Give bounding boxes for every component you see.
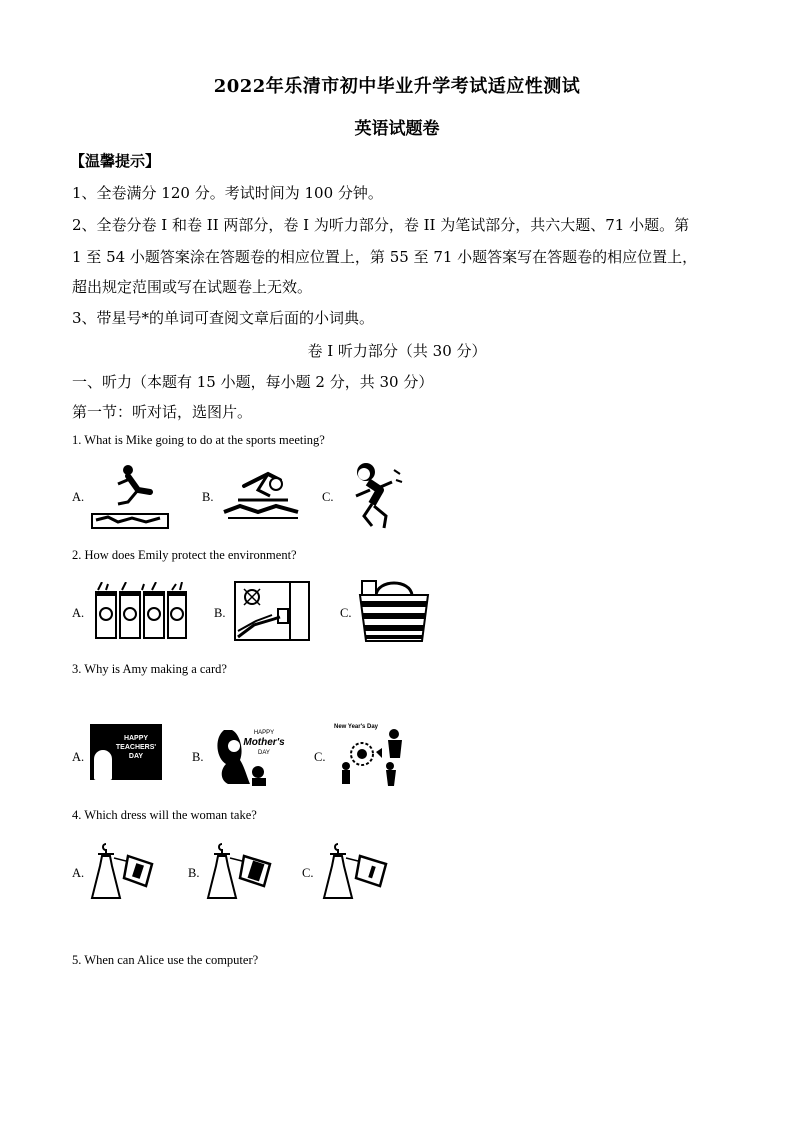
q1-option-b-label[interactable]: B. <box>202 490 214 504</box>
page-subtitle: 英语试题卷 <box>354 119 440 139</box>
q4-option-a-label[interactable]: A. <box>72 866 85 880</box>
question-2: 2. How does Emily protect the environment? <box>72 548 297 562</box>
notice-line-3: 3、带星号*的单词可查阅文章后面的小词典。 <box>72 309 375 327</box>
notice-heading: 【温馨提示】 <box>70 152 161 170</box>
notice-line-2a: 2、全卷分卷 I 和卷 II 两部分，卷 I 为听力部分，卷 II 为笔试部分，共六大题、71 小题。第 <box>72 216 690 234</box>
dress-price-tag-icon <box>204 842 276 902</box>
card-b-line-1: HAPPY <box>253 730 275 736</box>
question-5: 5. When can Alice use the computer? <box>72 953 259 967</box>
q2-option-a-label[interactable]: A. <box>72 606 85 620</box>
notice-line-1: 1、全卷满分 120 分。考试时间为 100 分钟。 <box>72 184 383 202</box>
q3-option-a-label[interactable]: A. <box>72 750 85 764</box>
notice-line-2c: 超出规定范围或写在试题卷上无效。 <box>72 278 313 296</box>
hurdle-jump-icon <box>218 466 308 526</box>
q2-option-c-label[interactable]: C. <box>340 606 352 620</box>
q2-option-b-label[interactable]: B. <box>214 606 226 620</box>
light-switch-icon <box>234 581 312 643</box>
card-b-line-3: DAY <box>258 750 270 756</box>
mothers-day-card-icon <box>210 724 288 786</box>
q4-option-b-label[interactable]: B. <box>188 866 200 880</box>
card-c-text: New Year's Day <box>334 724 379 730</box>
q4-option-c-label[interactable]: C. <box>302 866 314 880</box>
question-3: 3. Why is Amy making a card? <box>72 662 227 676</box>
teachers-day-card-icon <box>90 724 162 786</box>
page-title: 2022年乐清市初中毕业升学考试适应性测试 <box>213 76 581 97</box>
notice-line-2b: 1 至 54 小题答案涂在答题卷的相应位置上，第 55 至 71 小题答案写在答题卷的相应位置上， <box>72 248 698 266</box>
dress-price-tag-icon <box>320 842 392 902</box>
running-boy-icon <box>342 460 404 532</box>
q3-option-b-label[interactable]: B. <box>192 750 204 764</box>
card-a-line-1: HAPPY <box>123 735 149 742</box>
shopping-bag-icon <box>356 577 432 643</box>
long-jump-icon <box>88 462 174 532</box>
new-years-day-card-icon <box>332 722 408 790</box>
question-1: 1. What is Mike going to do at the sports meeting? <box>72 433 325 447</box>
card-b-line-2: Mother's <box>243 737 285 748</box>
recycling-bins-icon <box>92 582 188 640</box>
card-a-line-3: DAY <box>128 753 144 760</box>
subsection-title: 第一节：听对话，选图片。 <box>72 403 253 421</box>
section-title: 一、听力（本题有 15 小题，每小题 2 分，共 30 分） <box>72 373 434 391</box>
q1-option-c-label[interactable]: C. <box>322 490 334 504</box>
part-title: 卷 I 听力部分（共 30 分） <box>307 342 487 360</box>
q1-option-a-label[interactable]: A. <box>72 490 85 504</box>
question-4: 4. Which dress will the woman take? <box>72 808 257 822</box>
dress-price-tag-icon <box>90 842 158 902</box>
q3-option-c-label[interactable]: C. <box>314 750 326 764</box>
card-a-line-2: TEACHERS' <box>115 744 157 751</box>
